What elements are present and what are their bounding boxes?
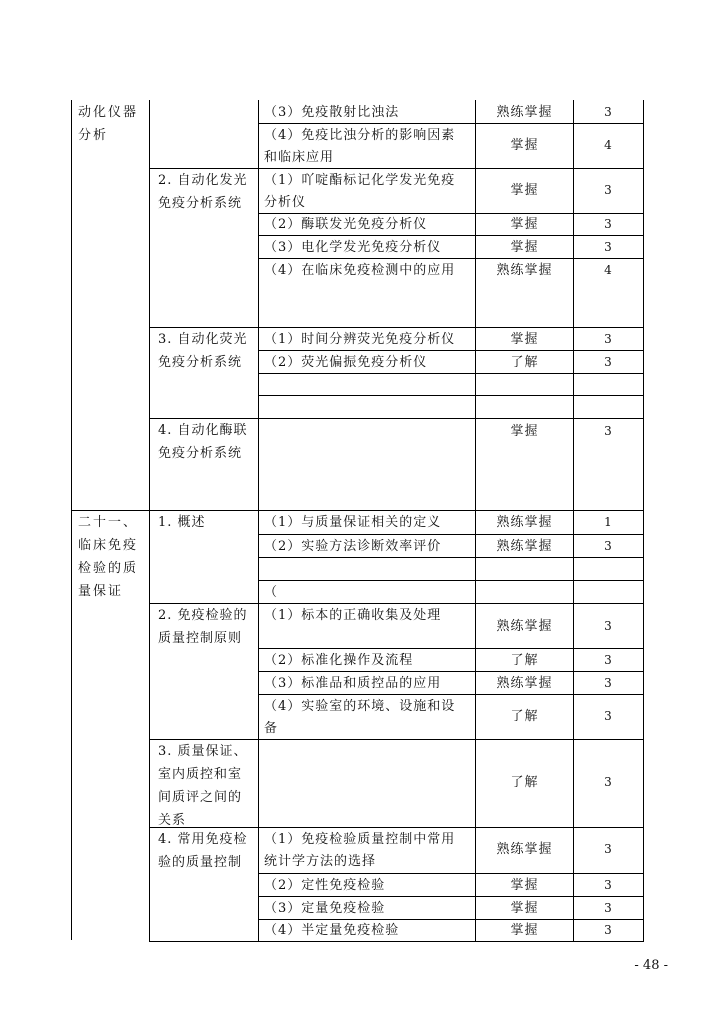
section-title-line: 检验的质 [78, 561, 139, 576]
level-cell: 掌握 [510, 217, 539, 232]
hours-cell: 3 [604, 539, 613, 553]
content-line: （1）时间分辨荧光免疫分析仪 [264, 332, 456, 347]
hours-cell: 3 [604, 842, 613, 856]
hours-cell: 3 [604, 217, 613, 231]
hours-cell: 3 [604, 424, 613, 438]
hours-cell: 3 [604, 183, 613, 197]
content-line: （2）标准化操作及流程 [264, 653, 414, 668]
content-line: （2）实验方法诊断效率评价 [264, 539, 442, 554]
section-title-line: 量保证 [78, 584, 124, 599]
hours-cell: 3 [604, 619, 613, 633]
hours-cell: 3 [604, 676, 613, 690]
hours-cell: 3 [604, 240, 613, 254]
level-cell: 掌握 [510, 923, 539, 938]
content-line: （1）与质量保证相关的定义 [264, 515, 442, 530]
hours-cell: 3 [604, 901, 613, 915]
content-line: （2）酶联发光免疫分析仪 [264, 217, 428, 232]
table-border-left [71, 100, 72, 940]
content-line: （ [264, 585, 279, 600]
content-line: （3）电化学发光免疫分析仪 [264, 240, 442, 255]
unit-title-line: 关系 [158, 813, 187, 828]
content-line: （1）标本的正确收集及处理 [264, 608, 442, 623]
hours-cell: 3 [604, 878, 613, 892]
level-cell: 了解 [510, 709, 539, 724]
level-cell: 掌握 [510, 332, 539, 347]
hours-cell: 3 [604, 923, 613, 937]
unit-title-line: 免疫分析系统 [158, 446, 243, 461]
hours-cell: 3 [604, 332, 613, 346]
hours-cell: 3 [604, 709, 613, 723]
row-divider [258, 395, 644, 396]
level-cell: 熟练掌握 [496, 263, 553, 278]
page-number: - 48 - [634, 958, 668, 973]
level-cell: 掌握 [510, 901, 539, 916]
content-line: （2）荧光偏振免疫分析仪 [264, 355, 428, 370]
level-cell: 了解 [510, 355, 539, 370]
hours-cell: 3 [604, 105, 613, 119]
content-line: （4）实验室的环境、设施和设 [264, 699, 456, 714]
content-line: （3）免疫散射比浊法 [264, 105, 400, 120]
hours-cell: 1 [604, 515, 613, 529]
section-title-line: 动化仪器 [78, 105, 139, 120]
level-cell: 掌握 [510, 240, 539, 255]
level-cell: 掌握 [510, 138, 539, 153]
content-line: （1）免疫检验质量控制中常用 [264, 832, 456, 847]
section-title-line: 二十一、 [78, 515, 139, 530]
row-divider [258, 580, 644, 581]
content-line: （1）吖啶酯标记化学发光免疫 [264, 173, 456, 188]
level-cell: 掌握 [510, 183, 539, 198]
content-line: 备 [264, 721, 279, 736]
content-line: （4）免疫比浊分析的影响因素 [264, 128, 456, 143]
content-line: 和临床应用 [264, 150, 335, 165]
unit-title-line: 室内质控和室 [158, 767, 243, 782]
content-line: （4）半定量免疫检验 [264, 923, 400, 938]
level-cell: 了解 [510, 775, 539, 790]
level-cell: 熟练掌握 [496, 515, 553, 530]
level-cell: 熟练掌握 [496, 676, 553, 691]
content-line: 统计学方法的选择 [264, 854, 377, 869]
hours-cell: 3 [604, 775, 613, 789]
unit-title-line: 免疫分析系统 [158, 355, 243, 370]
hours-cell: 4 [604, 263, 613, 277]
level-cell: 掌握 [510, 878, 539, 893]
level-cell: 熟练掌握 [496, 619, 553, 634]
level-cell: 熟练掌握 [496, 842, 553, 857]
unit-title-line: 3. 质量保证、 [158, 744, 248, 759]
unit-title-line: 免疫分析系统 [158, 196, 243, 211]
level-cell: 了解 [510, 653, 539, 668]
unit-title-line: 4. 自动化酶联 [158, 423, 248, 438]
level-cell: 熟练掌握 [496, 539, 553, 554]
level-cell: 熟练掌握 [496, 105, 553, 120]
col-divider-2 [258, 100, 259, 942]
content-line: （3）标准品和质控品的应用 [264, 676, 442, 691]
unit-title-line: 2. 免疫检验的 [158, 608, 248, 623]
content-line: 分析仪 [264, 195, 307, 210]
unit-title-line: 3. 自动化荧光 [158, 332, 248, 347]
table-border-right [643, 100, 644, 942]
unit-title-line: 2. 自动化发光 [158, 173, 248, 188]
hours-cell: 4 [604, 138, 613, 152]
unit-title-line: 4. 常用免疫检 [158, 832, 248, 847]
col-divider-1 [149, 100, 150, 942]
unit-title-line: 质量控制原则 [158, 631, 243, 646]
unit-title-line: 1. 概述 [158, 515, 206, 530]
unit-title-line: 间质评之间的 [158, 790, 243, 805]
section-title-line: 分析 [78, 128, 109, 143]
content-line: （4）在临床免疫检测中的应用 [264, 263, 456, 278]
unit-title-line: 验的质量控制 [158, 855, 243, 870]
hours-cell: 3 [604, 355, 613, 369]
content-line: （2）定性免疫检验 [264, 878, 386, 893]
hours-cell: 3 [604, 653, 613, 667]
level-cell: 掌握 [510, 424, 539, 439]
section-title-line: 临床免疫 [78, 538, 139, 553]
content-line: （3）定量免疫检验 [264, 901, 386, 916]
